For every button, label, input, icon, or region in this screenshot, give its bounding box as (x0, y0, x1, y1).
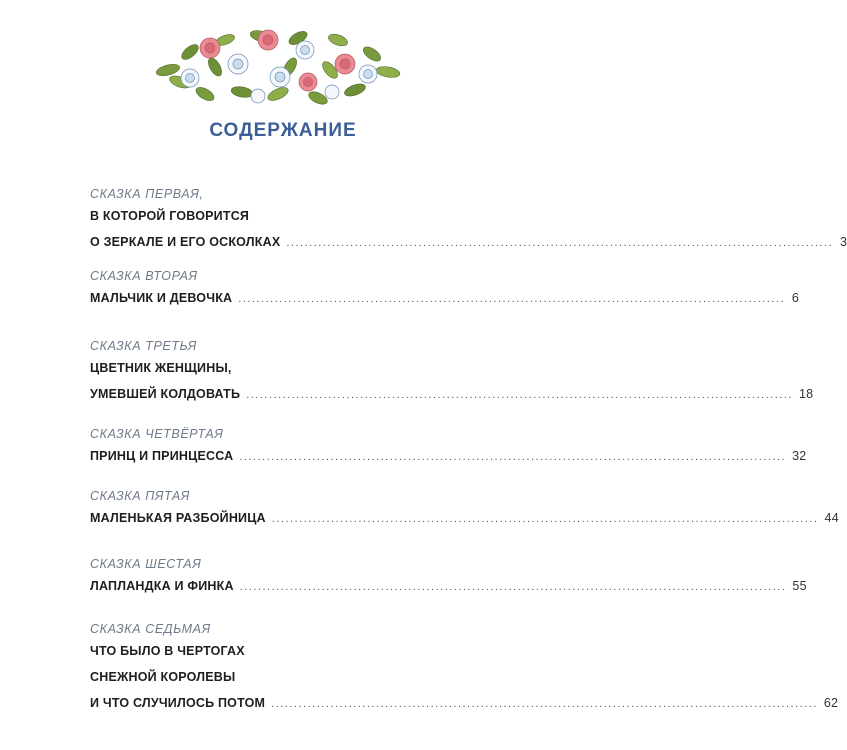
toc-entry[interactable] (90, 555, 807, 599)
toc-entry-title-text: ЧТО БЫЛО В ЧЕРТОГАХ (90, 644, 245, 658)
toc-entry-subtitle: СКАЗКА ВТОРАЯ (90, 269, 198, 283)
toc-entry-title-text: ЦВЕТНИК ЖЕНЩИНЫ, (90, 361, 232, 375)
dot-leader: ........................................................................................................................ (238, 293, 786, 305)
toc-entry-page-number: 62 (823, 696, 839, 710)
dot-leader: ........................................................................................................................ (286, 237, 834, 249)
toc-entry-page-number: 32 (792, 449, 807, 463)
toc-entry-subtitle: СКАЗКА ПЯТАЯ (90, 489, 190, 503)
toc-entry-subtitle: СКАЗКА ЧЕТВЁРТАЯ (90, 427, 224, 441)
dot-leader: ........................................................................................................................ (271, 513, 819, 525)
toc-entry-title-line (90, 505, 839, 531)
dot-leader: ........................................................................................................................ (239, 581, 787, 593)
toc-entry[interactable] (90, 425, 807, 469)
toc-entry-title-text: В КОТОРОЙ ГОВОРИТСЯ (90, 209, 250, 223)
toc-entry-page-number: 3 (839, 235, 847, 249)
toc-entry[interactable] (90, 337, 814, 407)
toc-entry[interactable] (90, 185, 847, 255)
toc-entry[interactable] (90, 267, 800, 311)
dot-leader: ........................................................................................................................ (271, 698, 818, 710)
toc-entry-subtitle: СКАЗКА ШЕСТАЯ (90, 557, 202, 571)
toc-entry-title-text: МАЛЬЧИК И ДЕВОЧКА (90, 291, 233, 305)
toc-entry-title-line (90, 285, 800, 311)
dot-leader: ........................................................................................................................ (246, 389, 793, 401)
toc-entry-subtitle: СКАЗКА СЕДЬМАЯ (90, 622, 211, 636)
toc-entry-title-text: ЛАПЛАНДКА И ФИНКА (90, 579, 234, 593)
toc-entry[interactable] (90, 487, 839, 531)
toc-entry-title-line (90, 690, 839, 716)
toc-entry-page-number: 44 (824, 511, 839, 525)
toc-entry-title-text: И ЧТО СЛУЧИЛОСЬ ПОТОМ (90, 696, 266, 710)
toc-entry-title-text: СНЕЖНОЙ КОРОЛЕВЫ (90, 670, 236, 684)
toc-entry-page-number: 55 (792, 579, 807, 593)
rose-garland-icon (150, 22, 405, 112)
toc-entry-page-number: 18 (798, 387, 814, 401)
toc-entry-title-line (90, 573, 807, 599)
toc-entry-title-line (90, 203, 474, 229)
toc-entry-title-line (90, 381, 814, 407)
toc-entry-title-text: О ЗЕРКАЛЕ И ЕГО ОСКОЛКАХ (90, 235, 281, 249)
page-title: СОДЕРЖАНИЕ (209, 120, 357, 141)
dot-leader: ........................................................................................................................ (239, 451, 787, 463)
toc-entry-title-line (90, 664, 474, 690)
toc-entry-title-text: ПРИНЦ И ПРИНЦЕССА (90, 449, 234, 463)
toc-entry-subtitle: СКАЗКА ПЕРВАЯ, (90, 187, 204, 201)
toc-entry-page-number: 6 (791, 291, 800, 305)
toc-entry-title-line (90, 355, 474, 381)
toc-entry-title-text: МАЛЕНЬКАЯ РАЗБОЙНИЦА (90, 511, 266, 525)
toc-entry-title-line (90, 638, 474, 664)
toc-entry-title-line (90, 443, 807, 469)
toc-entry-subtitle: СКАЗКА ТРЕТЬЯ (90, 339, 197, 353)
toc-entry-title-line (90, 229, 847, 255)
toc-entry[interactable] (90, 620, 839, 716)
toc-entry-title-text: УМЕВШЕЙ КОЛДОВАТЬ (90, 387, 241, 401)
